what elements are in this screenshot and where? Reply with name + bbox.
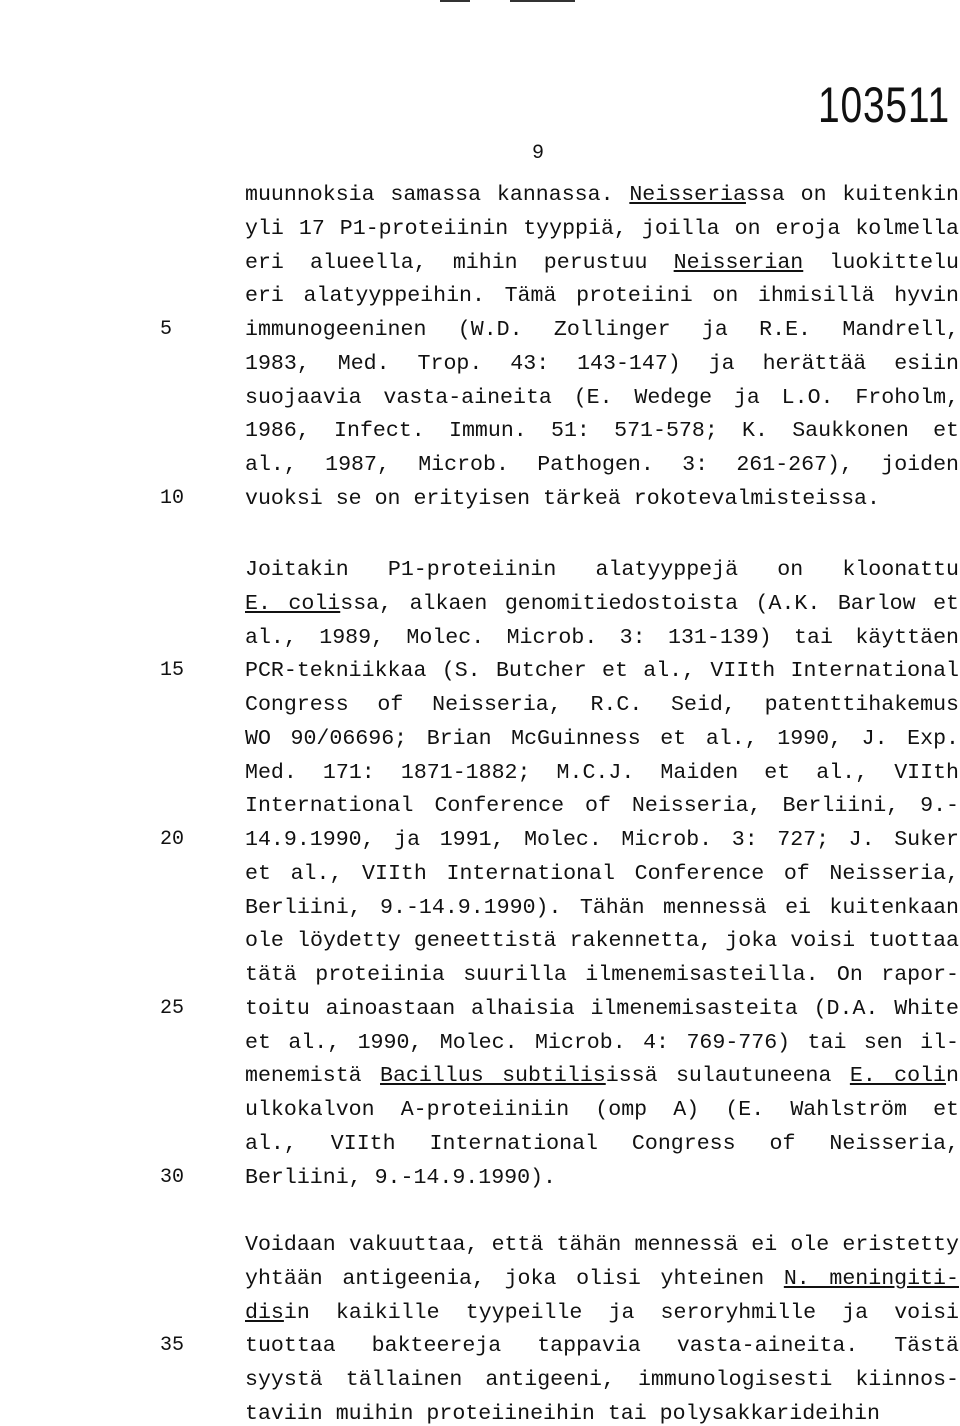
text-segment: Voidaan vakuuttaa, että tähän mennessä ei ole eristetty (245, 1233, 959, 1257)
text-line (245, 216, 959, 242)
text-line (245, 1131, 959, 1157)
text-line (245, 1300, 959, 1326)
text-segment: vuoksi se on erityisen tärkeä rokotevalmisteissa. (245, 486, 880, 511)
scan-artifact-mark (440, 0, 470, 2)
text-line (245, 1333, 959, 1359)
text-segment: in kaikille tyypeille ja seroryhmille ja voisi (283, 1300, 959, 1325)
text-segment: International Conference of Neisseria, Berliini, 9.- (245, 794, 959, 819)
underlined-term: Neisseria (629, 183, 746, 207)
line-number: 30 (160, 1165, 185, 1189)
text-segment: eri alueella, mihin perustuu (245, 250, 674, 275)
text-line (245, 895, 959, 921)
text-line (245, 996, 959, 1022)
text-line (245, 182, 959, 208)
text-segment: ssa, alkaen genomitiedostoista (A.K. Barlow et (340, 591, 959, 616)
text-segment: luokittelu (803, 250, 960, 275)
text-segment: issä sulautuneena (605, 1064, 850, 1089)
text-segment: eri alatyyppeihin. Tämä proteiini on ihmisillä hyvin (245, 284, 959, 309)
text-line (245, 658, 959, 684)
text-line (245, 557, 959, 583)
line-number: 15 (160, 659, 185, 683)
text-segment: suojaavia vasta-aineita (E. Wedege ja L.O. Froholm, (245, 385, 959, 410)
text-segment: taviin muihin proteiineihin tai polysakkarideihin (245, 1401, 880, 1426)
text-segment: syystä tällainen antigeeni, immunologisesti kiinnos- (245, 1368, 959, 1392)
text-line (245, 418, 959, 444)
text-segment: 1986, Infect. Immun. 51: 571-578; K. Saukkonen et (245, 419, 959, 444)
text-segment: yhtään antigeenia, joka olisi yhteinen (245, 1266, 784, 1291)
text-segment: menemistä (245, 1064, 381, 1089)
text-line (245, 1266, 959, 1292)
underlined-term: E. coli (849, 1064, 947, 1089)
text-segment: Berliini, 9.-14.9.1990). Tähän mennessä ei kuitenkaan (245, 895, 959, 920)
text-line (245, 692, 959, 718)
line-number: 5 (160, 318, 173, 341)
page-number: 9 (532, 142, 545, 165)
text-line (245, 1030, 959, 1056)
text-segment: Joitakin P1-proteiinin alatyyppejä on kloonattu (245, 558, 959, 582)
text-line (245, 793, 959, 819)
text-line (245, 1097, 959, 1123)
text-segment: tuottaa bakteereja tappavia vasta-aineita. Tästä (245, 1334, 959, 1359)
text-line (245, 1232, 959, 1258)
text-segment: al., 1989, Molec. Microb. 3: 131-139) tai käyttäen (245, 625, 959, 650)
text-segment: tätä proteiinia suurilla ilmenemisasteilla. On rapor- (245, 963, 959, 987)
text-line (245, 760, 959, 786)
text-segment: yli 17 P1-proteiinin tyyppiä, joilla on eroja kolmella (245, 216, 959, 241)
underlined-term: N. meningiti- (783, 1266, 959, 1291)
text-line (245, 1367, 959, 1393)
text-line (245, 283, 959, 309)
text-segment: al., VIIth International Congress of Neisseria, (245, 1131, 959, 1156)
underlined-term: E. coli (245, 591, 341, 616)
text-segment: Berliini, 9.-14.9.1990). (245, 1165, 557, 1190)
text-segment: toitu ainoastaan alhaisia ilmenemisasteita (D.A. White (245, 996, 959, 1021)
text-line (245, 861, 959, 887)
line-number: 35 (160, 1334, 185, 1358)
text-line (245, 1401, 959, 1426)
text-segment: immunogeeninen (W.D. Zollinger ja R.E. Mandrell, (245, 318, 959, 342)
text-segment: Med. 171: 1871-1882; M.C.J. Maiden et al., VIIth (245, 760, 959, 785)
underlined-term: Neisserian (673, 250, 804, 275)
text-line (245, 452, 959, 478)
underlined-term: Bacillus subtilis (380, 1064, 606, 1089)
text-line (245, 250, 959, 276)
text-segment: 1983, Med. Trop. 43: 143-147) ja herättää esiin (245, 351, 959, 376)
text-line (245, 486, 959, 512)
text-line (245, 928, 959, 954)
text-segment: et al., 1990, Molec. Microb. 4: 769-776) tai sen il- (245, 1030, 959, 1055)
underlined-term: dis (245, 1300, 284, 1325)
text-segment: ulkokalvon A-proteiiniin (omp A) (E. Wahlström et (245, 1098, 959, 1122)
text-line (245, 351, 959, 377)
line-number: 10 (160, 486, 185, 510)
text-segment: WO 90/06696; Brian McGuinness et al., 1990, J. Exp. (245, 726, 959, 751)
text-segment: et al., VIIth International Conference of Neisseria, (245, 861, 959, 886)
text-segment: ole löydetty geneettistä rakennetta, joka voisi tuottaa (245, 929, 959, 954)
document-number: 103511 (818, 77, 950, 133)
scan-artifact-mark (510, 0, 575, 2)
text-line (245, 385, 959, 411)
line-number: 20 (160, 828, 185, 851)
text-segment: al., 1987, Microb. Pathogen. 3: 261-267), joiden (245, 453, 959, 477)
text-segment: ssa on kuitenkin (745, 183, 959, 207)
line-number: 25 (160, 996, 185, 1020)
text-line (245, 591, 959, 617)
text-line (245, 317, 959, 343)
text-segment: muunnoksia samassa kannassa. (245, 183, 630, 207)
text-line (245, 726, 959, 752)
text-line (245, 962, 959, 988)
text-line (245, 1063, 959, 1089)
text-segment: n (946, 1064, 959, 1089)
text-line (245, 827, 959, 853)
text-line (245, 1165, 959, 1191)
text-segment: PCR-tekniikkaa (S. Butcher et al., VIIth International (245, 659, 959, 684)
text-segment: 14.9.1990, ja 1991, Molec. Microb. 3: 727; J. Suker (245, 828, 959, 852)
text-segment: Congress of Neisseria, R.C. Seid, patenttihakemus (245, 693, 959, 717)
text-line (245, 625, 959, 651)
